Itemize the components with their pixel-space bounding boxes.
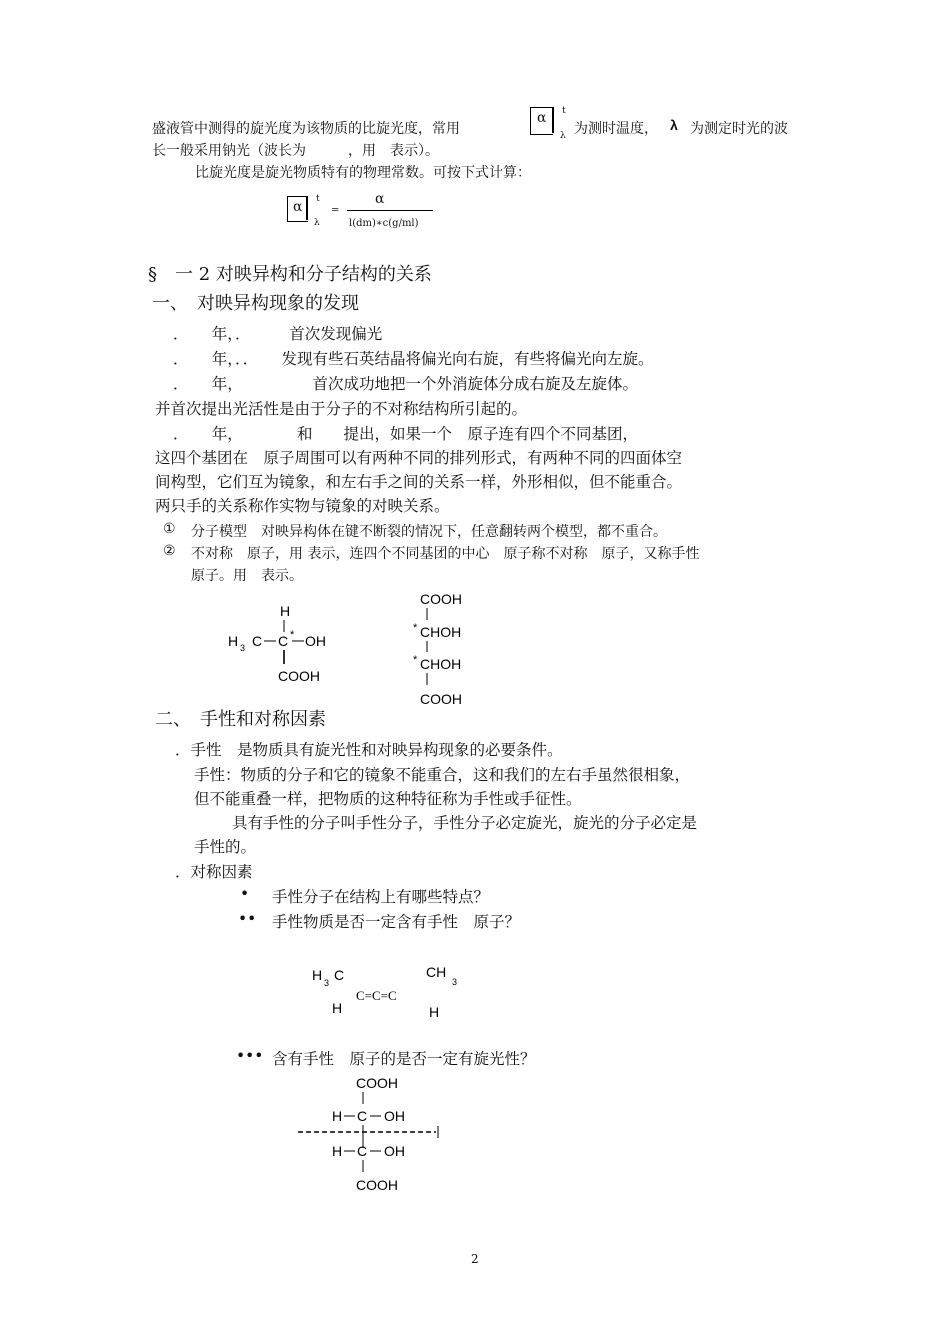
tartaric-oh1: OH <box>384 1108 405 1124</box>
allene-h-right: H <box>429 1004 440 1020</box>
mol1-h3c-c: C <box>252 633 263 649</box>
mol1-star: * <box>290 629 295 641</box>
tartaric-cooh-top: COOH <box>356 1075 398 1091</box>
mol2-choh-2: CHOH <box>420 656 462 672</box>
note-1-marker: ① <box>163 521 176 537</box>
history-line-5: ． 年， 和 提出，如果一个 原子连有四个不同基团， <box>173 425 639 443</box>
intro-line-1c: 为测定时光的波 <box>690 121 788 137</box>
mol2-star-2: * <box>413 654 418 666</box>
notation-alpha: α <box>537 110 547 126</box>
history-line-6: 这四个基团在 原子周围可以有两种不同的排列形式，有两种不同的四面体空 <box>155 449 683 467</box>
mol1-oh: OH <box>305 633 326 649</box>
allene-h3c-h: H <box>312 967 323 983</box>
intro-line-3: 比旋光度是旋光物质特有的物理常数。可按下式计算： <box>195 165 531 181</box>
part1-heading: 一、 对映异构现象的发现 <box>152 293 359 314</box>
formula-denominator: l(dm)∗c(g/ml) <box>349 218 419 229</box>
chirality-line-4: 具有手性的分子叫手性分子，手性分子必定旋光，旋光的分子必定是 <box>232 814 698 832</box>
formula-numerator: α <box>375 191 385 207</box>
tartaric-h2: H <box>332 1143 343 1159</box>
page-number: 2 <box>471 1252 479 1266</box>
tartaric-h1: H <box>332 1108 343 1124</box>
meso-tartaric-acid-structure <box>290 1068 450 1198</box>
formula-lambda: λ <box>314 218 320 228</box>
history-line-4: 并首次提出光活性是由于分子的不对称结构所引起的。 <box>155 400 528 418</box>
mol2-choh-1: CHOH <box>420 624 462 640</box>
notation-lambda: λ <box>560 131 566 141</box>
tartaric-oh2: OH <box>384 1143 405 1159</box>
question-2-marker: •• <box>238 910 257 928</box>
intro-line-2: 长一般采用钠光（波长为 ，用 表示）。 <box>152 143 439 159</box>
mol1-subscript-3: 3 <box>240 643 246 653</box>
note-2: 不对称 原子，用 表示，连四个不同基团的中心 原子称不对称 原子，又称手性 <box>191 546 700 562</box>
chirality-line-1: ．手性 是物质具有旋光性和对映异构现象的必要条件。 <box>175 741 563 759</box>
mol2-cooh-top: COOH <box>420 591 462 607</box>
intro-line-1a: 盛液管中测得的旋光度为该物质的比旋光度，常用 <box>152 121 460 137</box>
tartaric-c2: C <box>357 1143 368 1159</box>
mol1-cooh: COOH <box>278 668 320 684</box>
note-2-marker: ② <box>163 543 176 559</box>
allene-h3c-c: C <box>334 967 345 983</box>
mol1-h-top: H <box>280 603 291 619</box>
allene-ch: CH <box>426 964 447 980</box>
formula-alpha: α <box>293 199 303 215</box>
tartaric-c1: C <box>357 1108 368 1124</box>
history-line-2: ． 年，．． 发现有些石英结晶将偏光向右旋，有些将偏光向左旋。 <box>173 350 654 368</box>
right-bar <box>552 107 554 133</box>
formula-t: t <box>316 194 320 204</box>
question-2: 手性物质是否一定含有手性 原子？ <box>272 913 521 931</box>
lactic-acid-structure <box>220 596 370 696</box>
mol2-cooh-bottom: COOH <box>420 691 462 707</box>
tartaric-acid-chain <box>405 586 495 710</box>
question-1-marker: • <box>240 885 250 903</box>
history-line-1: ． 年，． 首次发现偏光 <box>173 325 383 343</box>
section-title: § 一 2 对映异构和分子结构的关系 <box>148 264 432 285</box>
allene-h-left: H <box>332 1000 343 1016</box>
intro-lambda: λ <box>670 117 678 133</box>
question-3: 含有手性 原子的是否一定有旋光性？ <box>272 1050 536 1068</box>
allene-subscript-3b: 3 <box>452 977 458 987</box>
symmetry-heading: ．对称因素 <box>175 863 253 881</box>
intro-line-1b: 为测时温度， <box>574 121 658 137</box>
chirality-line-3: 但不能重叠一样，把物质的这种特征称为手性或手征性。 <box>194 790 582 808</box>
note-2-continued: 原子。用 表示。 <box>191 568 303 584</box>
mol2-star-1: * <box>413 622 418 634</box>
tartaric-cooh-bottom: COOH <box>356 1177 398 1193</box>
allene-structure <box>300 958 480 1024</box>
notation-t: t <box>562 106 566 116</box>
part2-heading: 二、 手性和对称因素 <box>155 709 326 730</box>
history-line-8: 两只手的关系称作实物与镜象的对映关系。 <box>155 497 450 515</box>
history-line-3: ． 年， 首次成功地把一个外消旋体分成右旋及左旋体。 <box>173 375 639 393</box>
formula-equals: = <box>331 205 340 216</box>
mol1-center-c: C <box>278 633 289 649</box>
mol1-h3c-h: H <box>228 633 239 649</box>
chirality-line-2: 手性：物质的分子和它的镜象不能重合，这和我们的左右手虽然很相象， <box>194 766 691 784</box>
question-1: 手性分子在结构上有哪些特点？ <box>272 888 490 906</box>
allene-center: C=C=C <box>356 988 397 1003</box>
formula-right-bar <box>306 196 308 220</box>
allene-subscript-3a: 3 <box>324 978 330 988</box>
history-line-7: 间构型，它们互为镜象，和左右手之间的关系一样，外形相似，但不能重合。 <box>155 473 683 491</box>
question-3-marker: ••• <box>236 1047 264 1065</box>
fraction-bar <box>347 210 433 211</box>
note-1: 分子模型 对映异构体在键不断裂的情况下，任意翻转两个模型，都不重合。 <box>191 524 667 540</box>
chirality-line-5: 手性的。 <box>194 838 257 856</box>
